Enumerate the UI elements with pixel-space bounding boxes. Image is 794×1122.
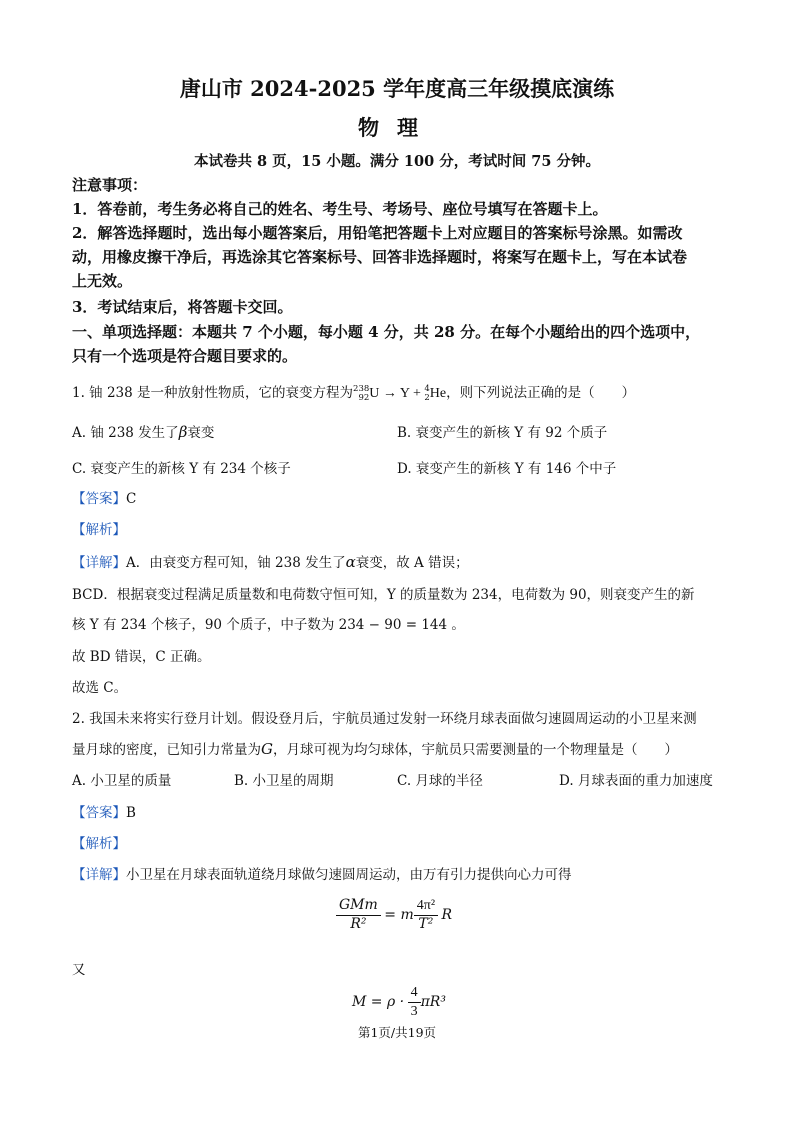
q1-uranium-indices [353, 385, 369, 403]
notice-heading: 注意事项： [72, 176, 148, 194]
q1-answer-tag: 【答案】 [72, 491, 126, 507]
q1-helium-charge: 2 [424, 392, 430, 403]
q1-answer-value: C [126, 491, 137, 507]
q1-stem-pre: 1. 铀 238 是一种放射性物质，它的衰变方程为 [72, 385, 354, 401]
q1-option-c: C. 衰变产生的新核 Y 有 234 个核子 [72, 461, 291, 477]
q2-answer-tag: 【答案】 [72, 805, 126, 821]
subject-title: 物理 [358, 115, 436, 140]
q2-detail1-text: 小卫星在月球表面轨道绕月球做匀速圆周运动，由万有引力提供向心力可得 [126, 867, 572, 883]
q2-eq1-end: R [441, 907, 453, 923]
notice-item-3: 3．考试结束后，将答题卡交回。 [72, 298, 293, 316]
q2-stem-line2 [72, 738, 678, 758]
page-number: 第1页/共19页 [357, 1025, 437, 1040]
q2-eq1-den: R² [350, 915, 367, 932]
q1-uranium-charge: 92 [358, 392, 370, 403]
q2-analysis-tag: 【解析】 [72, 836, 126, 852]
q1-analysis-tag: 【解析】 [72, 522, 126, 538]
notice-item-2a: 2．解答选择题时，选出每小题答案后，用铅笔把答题卡上对应题目的答案标号涂黑。如需改 [72, 224, 683, 242]
notice-item-2b: 动，用橡皮擦干净后，再选涂其它答案标号、回答非选择题时，将案写在题卡上，写在本试卷 [72, 248, 688, 266]
notice-item-1: 1．答卷前，考生务必将自己的姓名、考生号、考场号、座位号填写在答题卡上。 [72, 200, 608, 218]
q2-stem2-post: ，月球可视为均匀球体，宇航员只需要测量的一个物理量是（ ） [272, 742, 678, 758]
notice-item-2c: 上无效。 [72, 272, 133, 290]
q1-option-b: B. 衰变产生的新核 Y 有 92 个质子 [397, 425, 608, 441]
q2-detail-line1 [72, 863, 572, 883]
q2-eq2-fraction [408, 984, 421, 1020]
q1-helium-mass: 4 [424, 383, 430, 394]
q2-eq2-den: 3 [410, 1003, 418, 1019]
q1-option-a-pre: A. 铀 238 发生了 [72, 425, 179, 441]
q2-eq1-den2: T² [418, 915, 434, 932]
q2-equation-1 [336, 897, 452, 933]
q1-helium-symbol: He [429, 386, 447, 401]
section-heading-line2: 只有一个选项是符合题目要求的。 [72, 347, 298, 365]
q2-eq2-end: πR³ [420, 994, 446, 1010]
q1-uranium-symbol: U [369, 386, 380, 401]
exam-title: 唐山市 2024-2025 学年度高三年级摸底演练 [179, 76, 615, 101]
q1-detail1-post: 衰变，故 A 错误； [355, 555, 469, 571]
q1-option-d: D. 衰变产生的新核 Y 有 146 个中子 [397, 461, 617, 477]
q1-answer [72, 487, 136, 507]
q1-detail-line1 [72, 551, 469, 571]
q2-equation-2 [352, 984, 446, 1020]
q1-detail-line4: 故 BD 错误，C 正确。 [72, 649, 211, 665]
q2-stem-line1: 2. 我国未来将实行登月计划。假设登月后，宇航员通过发射一环绕月球表面做匀速圆周运动的小卫星来测 [72, 711, 697, 727]
q1-detail-line2: BCD．根据衰变过程满足质量数和电荷数守恒可知，Y 的质量数为 234，电荷数为 90，则衰变产生的新 [72, 587, 695, 603]
q2-eq1-num: GMm [336, 897, 381, 916]
q2-eq1-mid: = m [384, 907, 414, 923]
q2-option-c: C. 月球的半径 [397, 773, 483, 789]
q2-answer-value: B [126, 805, 136, 821]
q1-detail1-symbol: α [345, 553, 356, 571]
q2-eq1-num2: 4π² [414, 897, 438, 916]
q1-uranium-mass: 238 [353, 383, 370, 394]
q1-stem-post: ，则下列说法正确的是（ ） [446, 385, 636, 401]
q1-detail-line3: 核 Y 有 234 个核子，90 个质子，中子数为 234 − 90 = 144 。 [72, 617, 465, 633]
q2-option-a: A. 小卫星的质量 [72, 773, 172, 789]
q2-also: 又 [72, 962, 86, 978]
q2-eq2-pre: M = ρ · [352, 994, 405, 1010]
q2-detail-tag: 【详解】 [72, 867, 126, 883]
q2-answer [72, 801, 136, 821]
q1-option-a-post: 衰变 [187, 425, 215, 441]
exam-info: 本试卷共 8 页，15 小题。满分 100 分，考试时间 75 分钟。 [193, 153, 601, 170]
q1-option-a-symbol: β [178, 423, 188, 441]
q1-detail-tag: 【详解】 [72, 555, 126, 571]
q1-option-a [72, 421, 214, 441]
q2-stem2-symbol: G [261, 740, 273, 758]
q1-arrow: → Y + [379, 386, 425, 401]
q1-detail1-pre: A．由衰变方程可知，铀 238 发生了 [126, 555, 346, 571]
section-heading-line1: 一、单项选择题：本题共 7 个小题，每小题 4 分，共 28 分。在每个小题给出的四个选项中， [72, 323, 701, 341]
q1-helium-indices [424, 385, 429, 403]
q2-option-d: D. 月球表面的重力加速度 [559, 773, 713, 789]
q2-eq1-fraction-left [336, 897, 381, 933]
q1-stem [72, 381, 635, 403]
q2-eq1-fraction-right [414, 897, 438, 933]
q1-detail-line5: 故选 C。 [72, 680, 128, 696]
q2-stem2-pre: 量月球的密度，已知引力常量为 [72, 742, 261, 758]
q2-option-b: B. 小卫星的周期 [234, 773, 334, 789]
q2-eq2-num: 4 [408, 984, 421, 1003]
